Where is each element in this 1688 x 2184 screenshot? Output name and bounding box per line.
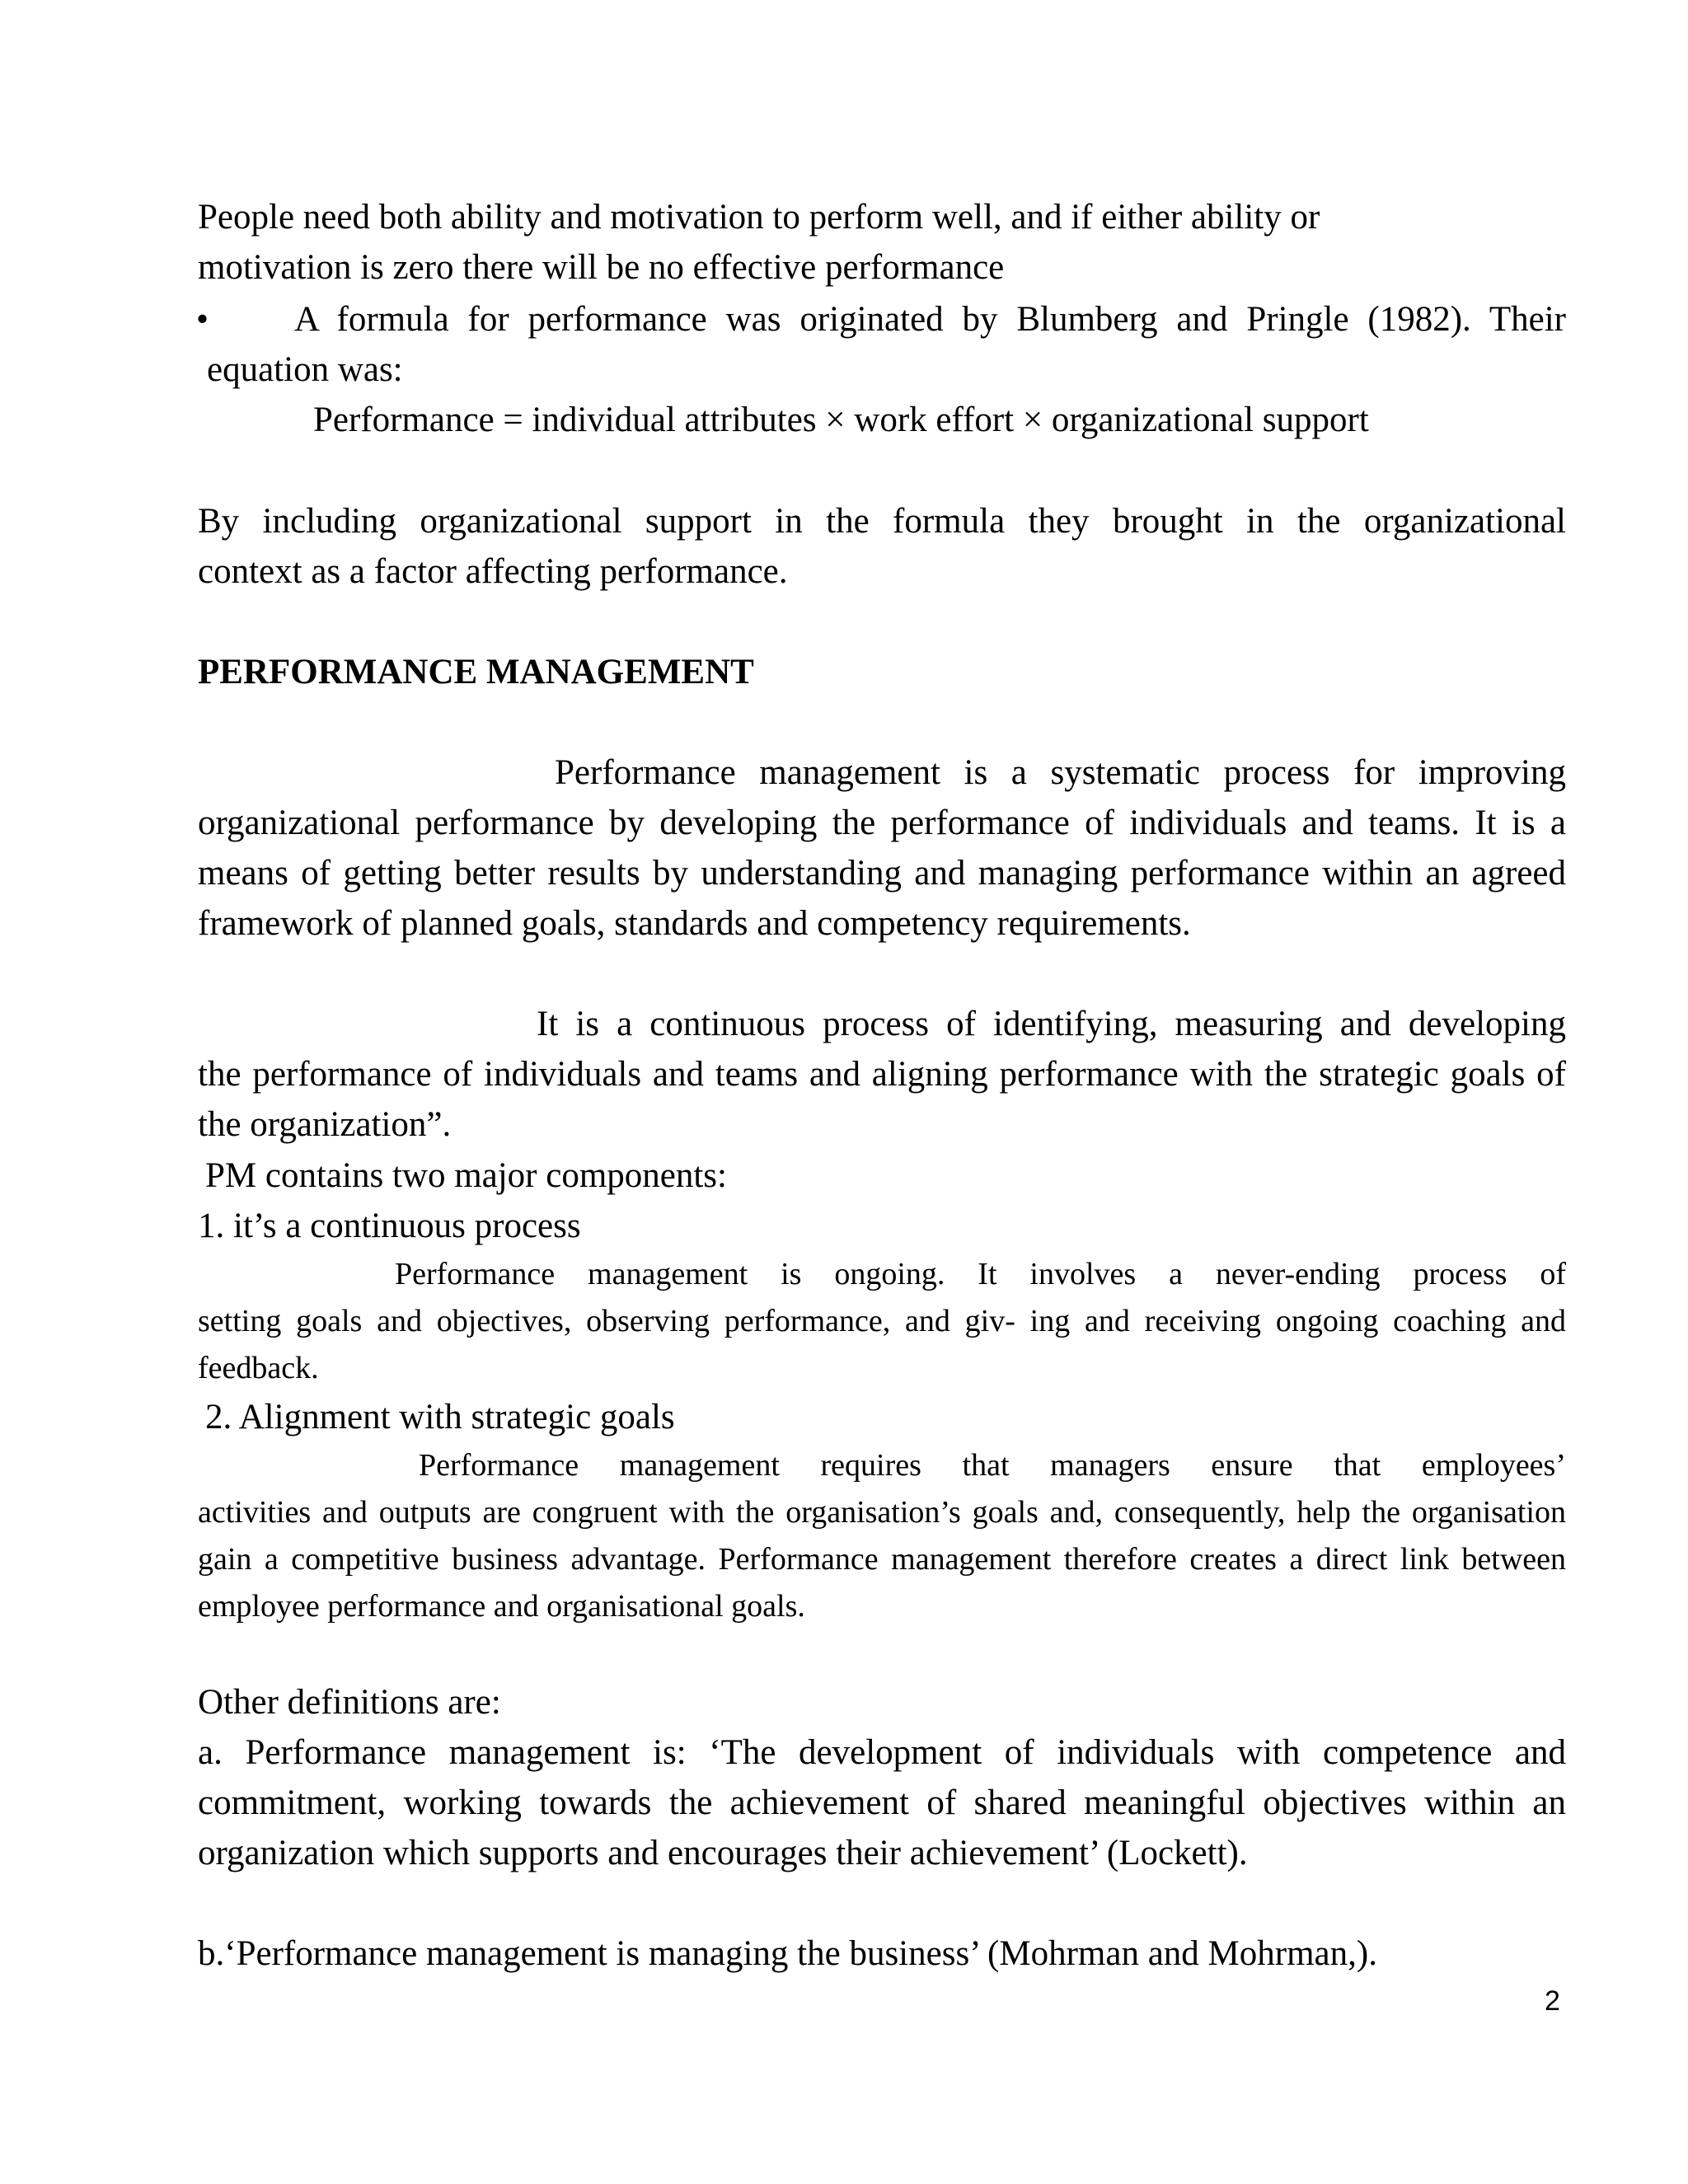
support-paragraph-line-2: context as a factor affecting performance. xyxy=(198,552,788,591)
component-1-line-1: Performance management is ongoing. It involves a never-ending process of xyxy=(395,1257,1566,1291)
bullet-line-1: A formula for performance was originated by Blumberg and Pringle (1982). Their xyxy=(294,300,1566,339)
intro-line-2: motivation is zero there will be no effective performance xyxy=(198,248,1005,287)
definition-paragraph-body: organizational performance by developing the performance of individuals and teams. It is a means of getting better results by understanding and managing performance within an agreed framework of planned goals, standards and competency requirements. xyxy=(198,804,1566,943)
intro-line-1: People need both ability and motivation to perform well, and if either ability or xyxy=(198,198,1320,237)
component-1-title: 1. it’s a continuous process xyxy=(198,1207,581,1245)
continuous-paragraph-body: the performance of individuals and teams and aligning performance with the strategic goals of the organization”. xyxy=(198,1055,1566,1144)
definition-paragraph-line-1: Performance management is a systematic process for improving xyxy=(555,753,1566,792)
bullet-icon: • xyxy=(196,300,209,339)
definition-b: b.‘Performance management is managing the business’ (Mohrman and Mohrman,). xyxy=(198,1934,1377,1973)
continuous-paragraph-line-1: It is a continuous process of identifying, measuring and developing xyxy=(537,1005,1566,1043)
component-2-body: activities and outputs are congruent with the organisation’s goals and, consequently, help the organisation gain a competitive business advantage. Performance management therefore creates a direct link between employee performance and organisational goals. xyxy=(198,1495,1566,1624)
components-intro: PM contains two major components: xyxy=(205,1156,727,1195)
other-definitions-title: Other definitions are: xyxy=(198,1683,501,1722)
performance-equation: Performance = individual attributes × work effort × organizational support xyxy=(313,401,1369,439)
component-2-line-1: Performance management requires that managers ensure that employees’ xyxy=(419,1448,1566,1483)
support-paragraph-line-1: By including organizational support in the formula they brought in the organizational xyxy=(198,502,1566,541)
bullet-line-2: equation was: xyxy=(207,350,403,389)
page-number: 2 xyxy=(1545,1985,1560,2017)
definition-a: a. Performance management is: ‘The development of individuals with competence and commitment, working towards the achievement of shared meaningful objectives within an organization which supports and encourages their achievement’ (Lockett). xyxy=(198,1733,1566,1872)
component-2-title: 2. Alignment with strategic goals xyxy=(205,1398,675,1436)
section-heading: PERFORMANCE MANAGEMENT xyxy=(198,653,754,691)
component-1-body: setting goals and objectives, observing performance, and giv- ing and receiving ongoing coaching and feedback. xyxy=(198,1304,1566,1385)
